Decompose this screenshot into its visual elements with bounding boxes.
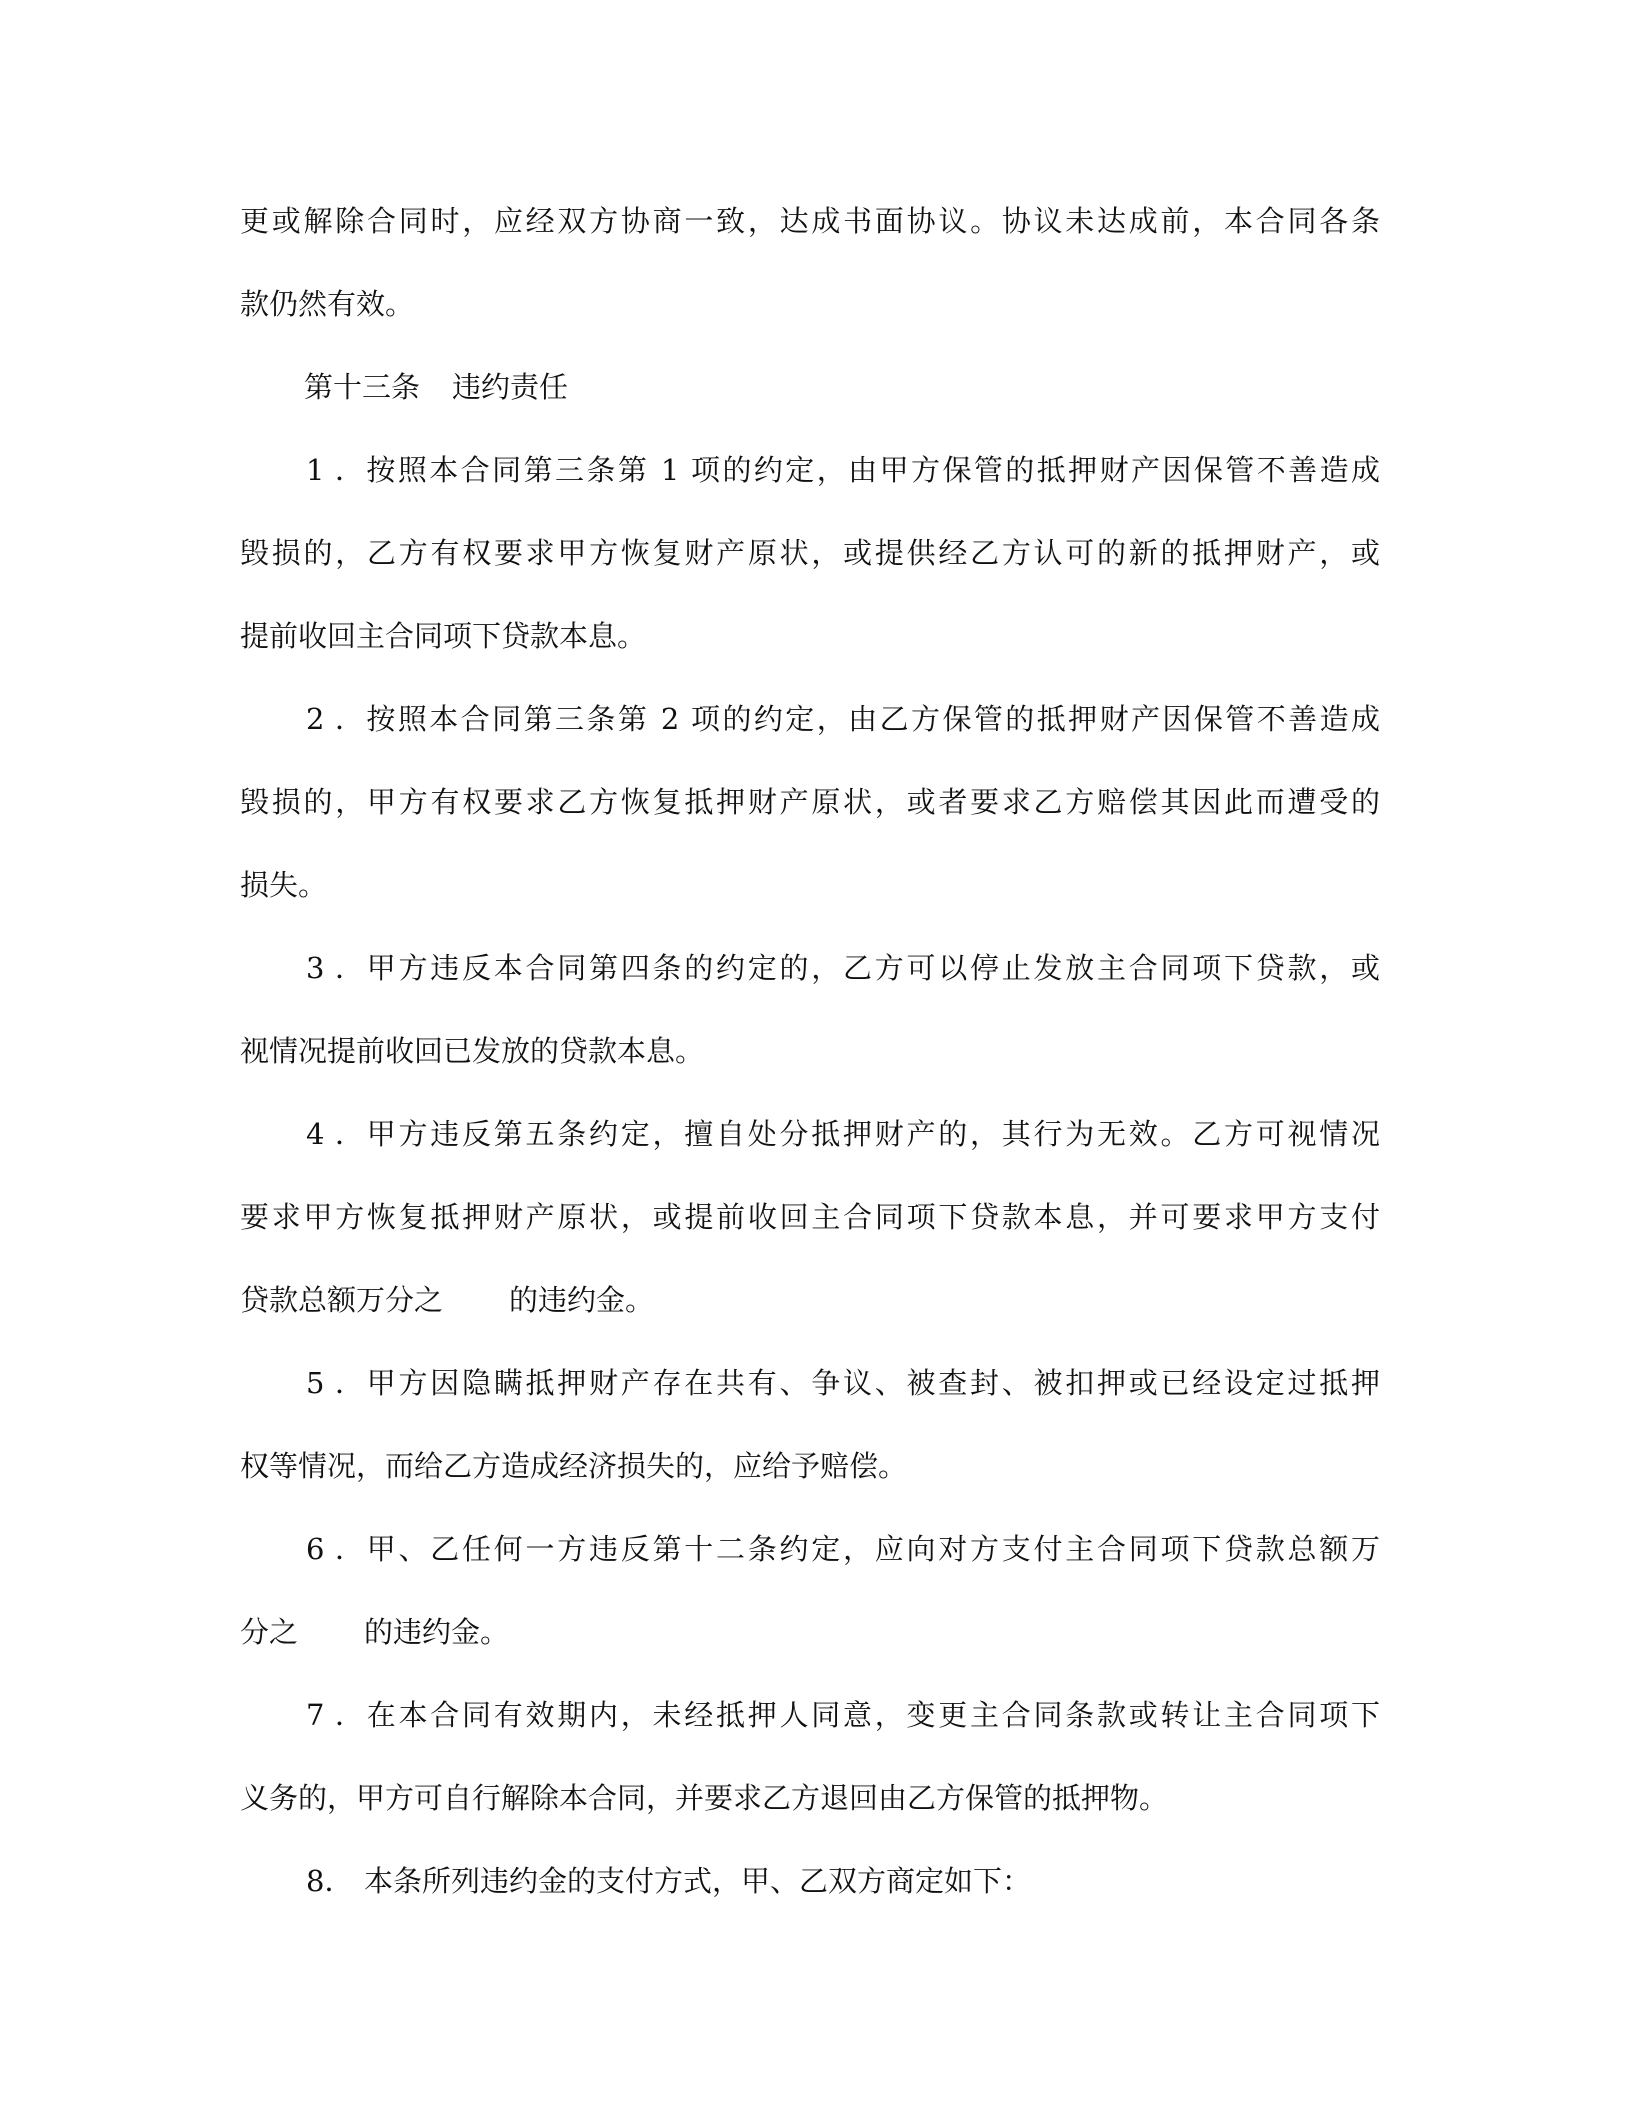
item-4-line-1 [240,1093,1380,1176]
item-text: 贷款总额万分之 [240,1283,444,1317]
item-3-line-1 [240,927,1380,1010]
item-2-line-1 [240,678,1380,761]
item-1-line-2: 毁损的，乙方有权要求甲方恢复财产原状，或提供经乙方认可的新的抵押财产，或 [240,536,1380,570]
item-number: 3． [306,951,364,985]
item-number: 2． [306,702,364,736]
intro-line-2: 款仍然有效。 [240,287,415,321]
item-5-line-1 [240,1342,1380,1425]
item-text: 甲方违反本合同第四条的约定的，乙方可以停止发放主合同项下贷款，或 [364,951,1380,985]
item-number: 5． [306,1366,364,1400]
item-4-line-2: 要求甲方恢复抵押财产原状，或提前收回主合同项下贷款本息，并可要求甲方支付 [240,1200,1380,1234]
item-5-line-2: 权等情况，而给乙方造成经济损失的，应给予赔偿。 [240,1449,908,1483]
item-text: 在本合同有效期内，未经抵押人同意，变更主合同条款或转让主合同项下 [364,1698,1380,1732]
item-6-line-1 [240,1508,1380,1591]
item-7-line-1 [240,1674,1380,1757]
section-title: 违约责任 [452,370,569,404]
item-6-line-2 [240,1591,1380,1674]
item-text: 甲、乙任何一方违反第十二条约定，应向对方支付主合同项下贷款总额万 [364,1532,1380,1566]
item-number: 8． [306,1864,354,1898]
item-text: 的违约金。 [509,1283,655,1317]
item-text: 甲方因隐瞒抵押财产存在共有、争议、被查封、被扣押或已经设定过抵押 [364,1366,1380,1400]
item-number: 7． [306,1698,364,1732]
item-1-line-3: 提前收回主合同项下贷款本息。 [240,619,647,653]
item-4-line-3 [240,1259,1380,1342]
item-1-line-1 [240,429,1380,512]
item-8-line-1 [240,1840,1380,1923]
item-7-line-2: 义务的，甲方可自行解除本合同，并要求乙方退回由乙方保管的抵押物。 [240,1781,1169,1815]
item-number: 1． [306,453,364,487]
item-2-line-3: 损失。 [240,868,328,902]
item-text: 按照本合同第三条第 2 项的约定，由乙方保管的抵押财产因保管不善造成 [364,702,1380,736]
section-number: 第十三条 [304,370,421,404]
item-text: 本条所列违约金的支付方式，甲、乙双方商定如下： [364,1864,1032,1898]
item-text: 的违约金。 [364,1615,510,1649]
item-text: 分之 [240,1615,299,1649]
item-number: 4． [306,1117,364,1151]
item-3-line-2: 视情况提前收回已发放的贷款本息。 [240,1034,705,1068]
section-heading [240,346,1380,429]
item-text: 甲方违反第五条约定，擅自处分抵押财产的，其行为无效。乙方可视情况 [364,1117,1380,1151]
item-number: 6． [306,1532,364,1566]
contract-page [240,180,1380,1923]
item-text: 按照本合同第三条第 1 项的约定，由甲方保管的抵押财产因保管不善造成 [364,453,1380,487]
item-2-line-2: 毁损的，甲方有权要求乙方恢复抵押财产原状，或者要求乙方赔偿其因此而遭受的 [240,785,1380,819]
intro-line-1: 更或解除合同时，应经双方协商一致，达成书面协议。协议未达成前，本合同各条 [240,204,1380,238]
